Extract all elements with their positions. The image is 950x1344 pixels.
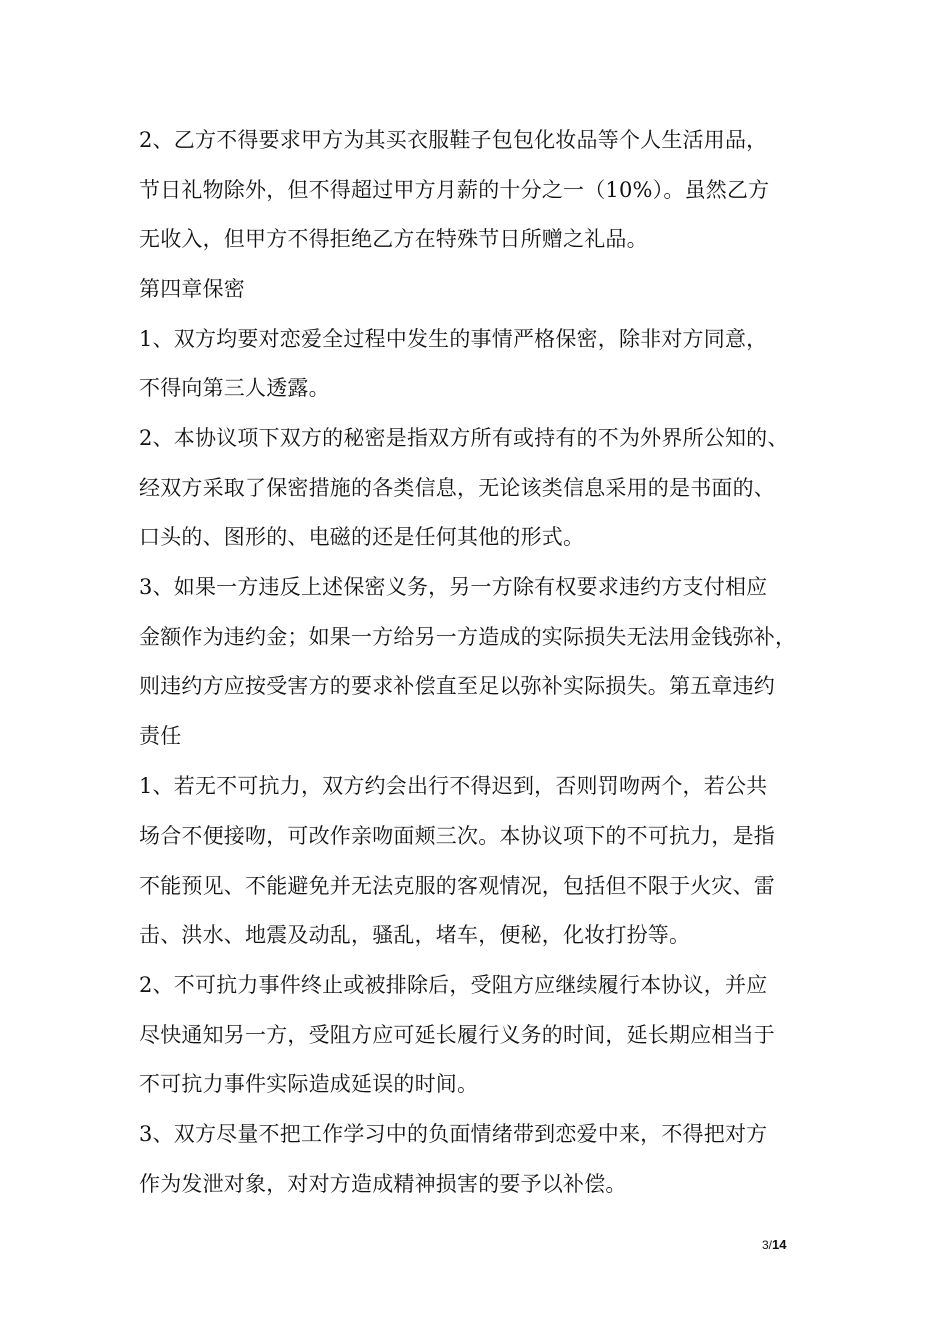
text-line: 金额作为违约金；如果一方给另一方造成的实际损失无法用金钱弥补，	[139, 625, 797, 649]
text-line: 2、乙方不得要求甲方为其买衣服鞋子包包化妆品等个人生活用品，	[139, 128, 768, 152]
text-line: 责任	[139, 724, 182, 748]
text-line: 2、本协议项下双方的秘密是指双方所有或持有的不为外界所公知的、	[139, 426, 789, 450]
text-line: 不得向第三人透露。	[139, 376, 330, 400]
text-line: 3、双方尽量不把工作学习中的负面情绪带到恋爱中来，不得把对方	[139, 1122, 768, 1146]
text-line: 经双方采取了保密措施的各类信息，无论该类信息采用的是书面的、	[139, 476, 775, 500]
text-line: 作为发泄对象，对对方造成精神损害的要予以补偿。	[139, 1172, 627, 1196]
text-line: 不能预见、不能避免并无法克服的客观情况，包括但不限于火灾、雷	[139, 874, 775, 898]
chapter-heading: 第四章保密	[139, 277, 245, 301]
text-line: 口头的、图形的、电磁的还是任何其他的形式。	[139, 525, 585, 549]
text-line: 2、不可抗力事件终止或被排除后，受阻方应继续履行本协议，并应	[139, 973, 768, 997]
text-line: 尽快通知另一方，受阻方应可延长履行义务的时间，延长期应相当于	[139, 1023, 775, 1047]
text-line: 1、双方均要对恋爱全过程中发生的事情严格保密，除非对方同意，	[139, 327, 768, 351]
text-line: 不可抗力事件实际造成延误的时间。	[139, 1072, 479, 1096]
text-line: 3、如果一方违反上述保密义务，另一方除有权要求违约方支付相应	[139, 575, 768, 599]
text-line: 节日礼物除外，但不得超过甲方月薪的十分之一（10%）。虽然乙方	[139, 178, 770, 202]
text-line: 则违约方应按受害方的要求补偿直至足以弥补实际损失。第五章违约	[139, 674, 775, 698]
text-line: 场合不便接吻，可改作亲吻面颊三次。本协议项下的不可抗力，是指	[139, 824, 775, 848]
text-line: 击、洪水、地震及动乱，骚乱，堵车，便秘，化妆打扮等。	[139, 923, 691, 947]
page-total: 14	[772, 1237, 787, 1252]
text-line: 1、若无不可抗力，双方约会出行不得迟到，否则罚吻两个，若公共	[139, 774, 768, 798]
page-current: 3/	[762, 1238, 773, 1252]
text-line: 无收入，但甲方不得拒绝乙方在特殊节日所赠之礼品。	[139, 227, 648, 251]
page-number	[762, 1237, 786, 1252]
